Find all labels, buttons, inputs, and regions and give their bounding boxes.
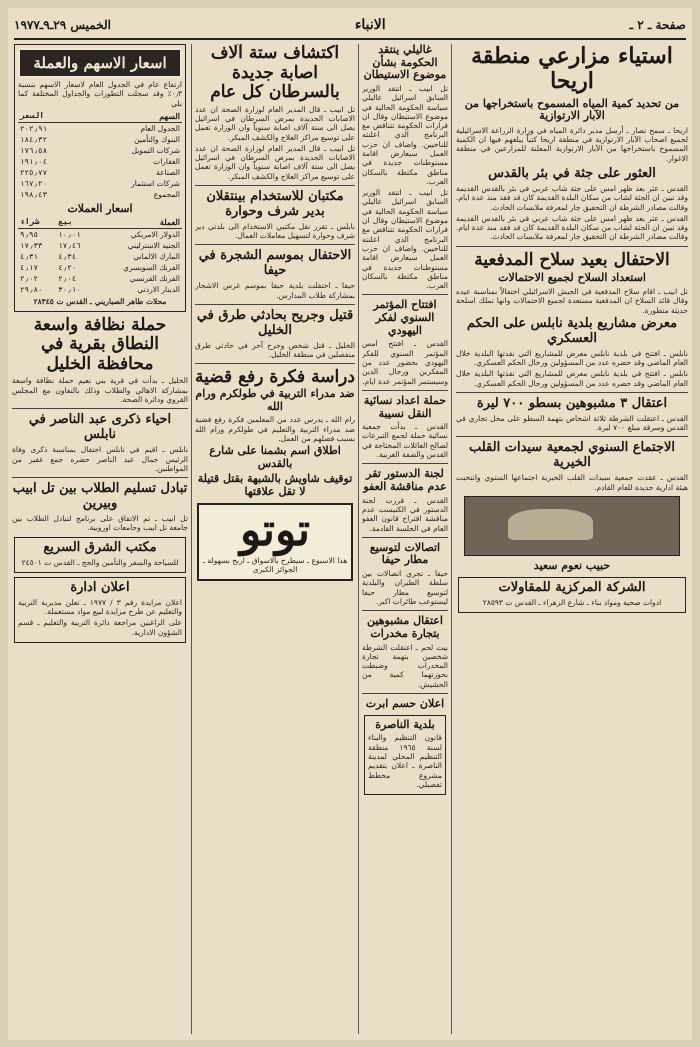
subheadline-irrigation: من تحديد كمية المياه المسموح باستخراجها من الآبار الارتوازية: [464, 96, 680, 123]
headline-arrest: اعتقال ٣ مشبوهين بسطو ٧٠٠ ليرة: [476, 395, 668, 411]
table-row: [18, 189, 182, 200]
table-row: [18, 122, 182, 134]
article-text: تل ابيب ـ قال المدير العام لوزارة الصحة ان عدد الاصابات الجديدة بمرض السرطان في اسرائيل يصل الى ستة آلاف اصابة سنوياً وان الوزارة تعمل على توسيع مراكز العلاج والكشف المبكر.: [195, 143, 355, 181]
cell: ١٩١٫٠٤: [20, 156, 48, 166]
cell: ١٠٫٠١: [58, 229, 81, 239]
article-text: القدس ـ قررت لجنة الدستور في الكنيست عدم مناقشة اقتراح قانون العفو العام في الجلسة القادمة.: [362, 495, 448, 533]
notice-text: على الراغبين مراجعة دائرة التربية والتعليم ـ قسم الشؤون الادارية.: [18, 618, 182, 637]
cell: العقارات: [153, 156, 180, 166]
ad-title: الشركة المركزية للمقاولات: [498, 579, 646, 595]
article-text: القدس ـ عثر بعد ظهر امس على جثة شاب عربي في بئر بالقدس القديمة وقد تبين ان الجثة لشاب من سكان البلدة القديمة كان قد فقد منذ عدة ايام. وقالت مصادر الشرطة ان التحقيق جار لمعرفة ملابسات الحادث.: [456, 213, 688, 242]
table-row: [18, 228, 182, 240]
article-text: تل ابيب ـ قال المدير العام لوزارة الصحة ان عدد الاصابات الجديدة بمرض السرطان في اسرائيل يصل الى ستة آلاف اصابة سنوياً وان الوزارة تعمل على توسيع مراكز العلاج والكشف المبكر.: [195, 104, 355, 142]
article-text: حيفا ـ تجري اتصالات بين سلطة الطيران والبلدية لتوسيع مطار حيفا ليستوعب طائرات اكبر.: [362, 569, 448, 606]
headline-women: حملة اعداد نسائية النقل نسيبة: [363, 393, 447, 420]
headline-accident: قتيل وجريح بحادثي طرق في الخليل: [196, 307, 354, 338]
masthead: [14, 12, 686, 40]
ad-text: هذا الاسبوع ـ سيطرح بالاسواق ـ اربح بسهولة ـ الجوائز الكبرى: [202, 555, 348, 574]
headline-body-found: العثور على جثة في بئر بالقدس: [488, 166, 656, 182]
travel-advertisement: [14, 537, 186, 573]
divider: [195, 304, 355, 305]
subheadline-artillery: استعداد السلاح لجميع الاحتمالات: [498, 271, 646, 285]
notice-title: اعلان ادارة: [70, 579, 130, 595]
cell: الجنيه الاسترليني: [127, 240, 180, 250]
divider: [362, 463, 448, 464]
currency-title: اسعار العملات: [67, 201, 133, 215]
cell: شركات استثمار: [131, 178, 180, 188]
divider: [195, 363, 355, 364]
headline-street: اطلاق اسم بشمنا على شارع بالقدس: [209, 444, 341, 470]
divider: [362, 610, 448, 611]
cell: الفرنك الفرنسي: [129, 273, 180, 283]
headline-charity: الاجتماع السنوي لجمعية سيدات القلب الخيرية: [468, 440, 676, 471]
cell: الصناعة: [156, 167, 180, 177]
headline-students: تبادل تسليم الطلاب بين تل ابيب وبيرين: [12, 481, 188, 512]
stocks-note: ارتفاع عام في الجدول العام لاسعار الاسهم بنسبة ٠٫٣٪ وقد سجلت التطورات والجداول المختلفة كما يلي: [18, 80, 182, 108]
notice-text: اعلان مزايدة رقم ٣ / ١٩٧٧ ـ تعلن مديرية التربية والتعليم عن طرح مزايدة لبيع مواد مستعملة.: [18, 597, 182, 617]
stocks-title: اسعار الاسهم والعملة: [18, 48, 182, 78]
divider: [12, 408, 188, 409]
cell: الدولار الامريكي: [130, 229, 180, 239]
divider: [456, 246, 688, 247]
headline-irrigation: استياء مزارعي منطقة اريحا: [471, 44, 673, 95]
article-text: حيفا ـ احتفلت بلدية حيفا بموسم غرس الاشجار بمشاركة طلاب المدارس.: [195, 281, 355, 300]
article-text: بيت لحم ـ اعتقلت الشرطة شخصين بتهمة تجارة المخدرات وضبطت بحوزتهما كمية من الحشيش.: [362, 642, 448, 689]
headline-tree: الاحتفال بموسم الشجرة في حيفا: [198, 248, 352, 279]
headline-offices: مكتبان للاستخدام بينتقلان بدير شرف وحوارة: [206, 189, 344, 219]
cell: المجموع: [153, 189, 180, 199]
article-text: تل ابيب ـ تم الاتفاق على برنامج لتبادل الطلاب بين جامعة تل ابيب وجامعات اوروبية.: [12, 514, 188, 533]
stocks-col-name: السهم: [79, 110, 182, 123]
headline-cleanup: حملة نظافة واسعة النطاق بقرية في محافظة الخليل: [33, 314, 167, 374]
article-text: تل ابيب ـ اقام سلاح المدفعية في الجيش الاسرائيلي احتفالاً بمناسبة عيده وقال قائد السلاح ان المدفعية مستعدة لجميع الاحتمالات وانها تملك اسلحة حديثة متطورة.: [456, 286, 688, 315]
toto-logo: توتو: [240, 504, 310, 556]
column-1: [456, 44, 688, 1034]
divider: [12, 477, 188, 478]
cell: ٢٩٫٨٠: [20, 284, 43, 294]
cell: شركات التمويل: [131, 145, 180, 155]
headline-cancer: اكتشاف ستة آلاف اصابة جديدة بالسرطان كل عام: [210, 44, 340, 103]
advertisement-box: [458, 577, 686, 613]
headline-notice: اعلان حسم ابرت: [365, 697, 445, 711]
ad-text: ادوات صحية ومواد بناء ـ شارع الزهراء ـ القدس ت ٢٨٥٩٣: [482, 597, 662, 607]
article-text: نابلس ـ اقيم في نابلس احتفال بمناسبة ذكرى وفاة الرئيس جمال عبد الناصر حضره جمع غفير من المواطنين.: [12, 445, 188, 473]
headline-lawsuit: دراسة فكرة رفع قضية: [195, 367, 355, 388]
headline-artillery: الاحتفال بعيد سلاح المدفعية: [474, 249, 670, 270]
cell: الفرنك السويسري: [123, 262, 180, 272]
article-text: نابلس ـ تقرر نقل مكتبي الاستخدام الى بلدتي دير شرف وحوارة لتسهيل معاملات العمال.: [195, 221, 355, 241]
divider: [195, 185, 355, 186]
currency-table: [18, 216, 182, 295]
article-text: القدس ـ افتتح امس المؤتمر السنوي للفكر اليهودي بحضور عدد من المفكرين ورجال الدين وسيستمر المؤتمر عدة ايام.: [362, 339, 448, 386]
page-label: صفحة ـ ٢ ـ: [629, 18, 686, 32]
cell: ٢٫٠٢: [20, 273, 39, 283]
article-text: الخليل ـ بدأت في قرية بني نعيم حملة نظافة واسعة بمشاركة الاهالي والطلاب وذلك بالتعاون مع المجلس القروي ودائرة الصحة.: [12, 376, 188, 405]
table-row: [18, 262, 182, 273]
headline-arrest-sergeant: توقيف شاويش بالشبهة بقتل قتيلة لا تقل علاقتها: [197, 472, 353, 499]
currency-col-sell: بيع: [56, 216, 94, 229]
divider: [195, 244, 355, 245]
cell: ١٧٫٤٦: [58, 240, 81, 250]
headline-drugs: اعتقال مشبوهين بتجارة مخدرات: [367, 614, 443, 640]
divider: [362, 390, 448, 391]
column-rule: [451, 44, 452, 1034]
divider: [456, 392, 688, 393]
column-3: [195, 44, 355, 1034]
cell: ١٨٤٫٣٢: [20, 134, 48, 144]
table-row: [18, 240, 182, 251]
notice-title: بلدية الناصرة: [375, 717, 435, 731]
headline-nasser: احياء ذكرى عبد الناصر في نابلس: [28, 412, 172, 443]
stocks-box: [14, 44, 186, 312]
stocks-col-price: السعر: [18, 110, 79, 123]
column-rule: [191, 44, 192, 1034]
article-lead: اريحا ـ سمح نصار ـ أرسل مدير دائرة المياه في وزارة الزراعة الاسرائيلية لجميع اصحاب الآبار الارتوازية في منطقة اريحا كتباً يبلغهم فيها ان الكمية المسموح باستخراجها من الآبار الارتوازية المعلنة للمزارعين في منطقة الاغوار.: [456, 125, 688, 163]
cell: ٤٫٣١: [20, 251, 39, 261]
article-text: نابلس ـ افتتح في بلدية نابلس معرض للمشاريع التي نفذتها البلدية خلال العام الماضي وقد حضره عدد من المسؤولين ورجال الحكم العسكري.: [456, 369, 688, 388]
article-text: القدس ـ عثر بعد ظهر امس على جثة شاب عربي في بئر بالقدس القديمة وقد تبين ان الجثة لشاب من سكان البلدة القديمة كان قد فقد منذ عدة ايام. وقالت مصادر الشرطة ان التحقيق جار لمعرفة ملابسات الحادث.: [456, 184, 688, 212]
cell: ٢٢٥٫٧٧: [20, 167, 48, 177]
table-row: [18, 251, 182, 262]
cell: الدينار الاردني: [137, 284, 180, 294]
divider: [362, 294, 448, 295]
column-rule: [358, 44, 359, 1034]
portrait-photo: [464, 496, 680, 556]
article-text: القدس ـ بدأت جمعية نسائية حملة لجمع التبرعات لصالح العائلات المحتاجة في القدس والضفة الغربية.: [362, 422, 448, 460]
cell: ٤٫٣٤: [58, 251, 77, 261]
headline-constitution: لجنة الدستور تقر عدم مناقشة العفو: [363, 467, 447, 493]
ad-title: مكتب الشرق السريع: [43, 539, 157, 555]
headline-galili: غاليلي ينتقد الحكومة بشأن موضوع الاستيطان: [363, 44, 447, 82]
cell: المارك الالماني: [133, 251, 180, 261]
cell: ٤٫١٧: [20, 262, 39, 272]
divider: [456, 436, 688, 437]
article-text: القدس ـ عقدت جمعية سيدات القلب الخيرية اجتماعها السنوي وانتخبت هيئة ادارية جديدة للعام القادم.: [456, 473, 688, 492]
cell: ١٩٨٫٤٣: [20, 189, 48, 199]
cell: ٩٫٩٥: [20, 229, 39, 239]
tender-notice: [14, 577, 186, 643]
table-row: [18, 145, 182, 156]
table-row: [18, 156, 182, 167]
paper-name: الانباء: [354, 17, 386, 33]
cell: ٣٠٫١٠: [58, 284, 81, 294]
headline-nablus-exhibit: معرض مشاريع بلدية نابلس على الحكم العسكري: [466, 315, 678, 346]
cell: ٢٠٢٫٩١: [20, 123, 48, 133]
table-row: [18, 284, 182, 295]
headline-haifa-airport: اتصالات لتوسيع مطار حيفا: [369, 540, 441, 567]
cell: الجدول العام: [140, 123, 180, 133]
article-text: القدس ـ اعتقلت الشرطة ثلاثة اشخاص بتهمة السطو على محل تجاري في القدس وسرقة مبلغ ٧٠٠ ليرة.: [456, 413, 688, 433]
cell: ١٧٦٫٥٨: [20, 145, 48, 155]
divider: [362, 693, 448, 694]
toto-advertisement: [197, 503, 353, 582]
subheadline-lawsuit: ضد مدراء التربية في طولكرم ورام الله: [195, 386, 355, 413]
photo-caption: حبيب نعوم سعيد: [533, 558, 611, 572]
cell: ١٧٫٣٣: [20, 240, 43, 250]
table-row: [18, 167, 182, 178]
stocks-footer: محلات طاهر الصباريني ـ القدس ت ٢٨٣٤٥: [33, 296, 167, 306]
table-row: [18, 134, 182, 145]
article-text: الخليل ـ قتل شخص وجرح آخر في حادثي طرق منفصلين في منطقة الخليل.: [195, 340, 355, 360]
cell: ١٦٧٫٢٠: [20, 178, 48, 188]
cell: ٢٫٠٤: [58, 273, 77, 283]
article-text: تل ابيب ـ انتقد الوزير السابق اسرائيل غاليلي سياسة الحكومة الحالية في موضوع الاستيطان وقال ان قرارات الحكومة تتناقض مع البرنامج الذي اعلنته للناخبين. واضاف ان حزب العمل سيعارض اقامة مستوطنات جديدة في مناطق مكتظة بالسكان العرب.: [362, 83, 448, 186]
cell: ٤٫٢٠: [58, 262, 77, 272]
issue-date: الخميس ٢٩ـ٩ـ١٩٧٧: [14, 18, 111, 32]
currency-col-name: العملة: [94, 216, 182, 229]
currency-col-buy: شراء: [18, 216, 56, 229]
article-text: نابلس ـ افتتح في بلدية نابلس معرض للمشاريع التي نفذتها البلدية خلال العام الماضي وقد حضره عدد من المسؤولين ورجال الحكم العسكري.: [456, 348, 688, 368]
article-text: تل ابيب ـ انتقد الوزير السابق اسرائيل غاليلي سياسة الحكومة الحالية في موضوع الاستيطان وقال ان قرارات الحكومة تتناقض مع البرنامج الذي اعلنته للناخبين. واضاف ان حزب العمل سيعارض اقامة مستوطنات جديدة في مناطق مكتظة بالسكان العرب.: [362, 188, 448, 291]
table-row: [18, 273, 182, 284]
divider: [362, 537, 448, 538]
headline-conference: افتتاح المؤتمر السنوي لفكر اليهودي: [373, 298, 437, 337]
municipality-notice: [364, 715, 446, 795]
column-4: [12, 44, 188, 1034]
article-text: رام الله ـ يدرس عدد من المعلمين فكرة رفع قضية ضد مدراء التربية والتعليم في طولكرم ورام الله بسبب فصلهم من العمل.: [195, 415, 355, 443]
cell: البنوك والتأمين: [134, 134, 180, 144]
column-2: [362, 44, 448, 1034]
notice-text: قانون التنظيم والبناء لسنة ١٩٦٥ منطقة التنظيم المحلي لمدينة الناصرة ـ اعلان بتقديم مشروع مخطط تفصيلي.: [368, 733, 442, 789]
stocks-table: [18, 110, 182, 200]
ad-text: للسياحة والسفر والتأمين والحج ـ القدس ت ٢٤٥٠١: [21, 557, 179, 567]
newspaper-page: [8, 8, 692, 1040]
table-row: [18, 178, 182, 189]
